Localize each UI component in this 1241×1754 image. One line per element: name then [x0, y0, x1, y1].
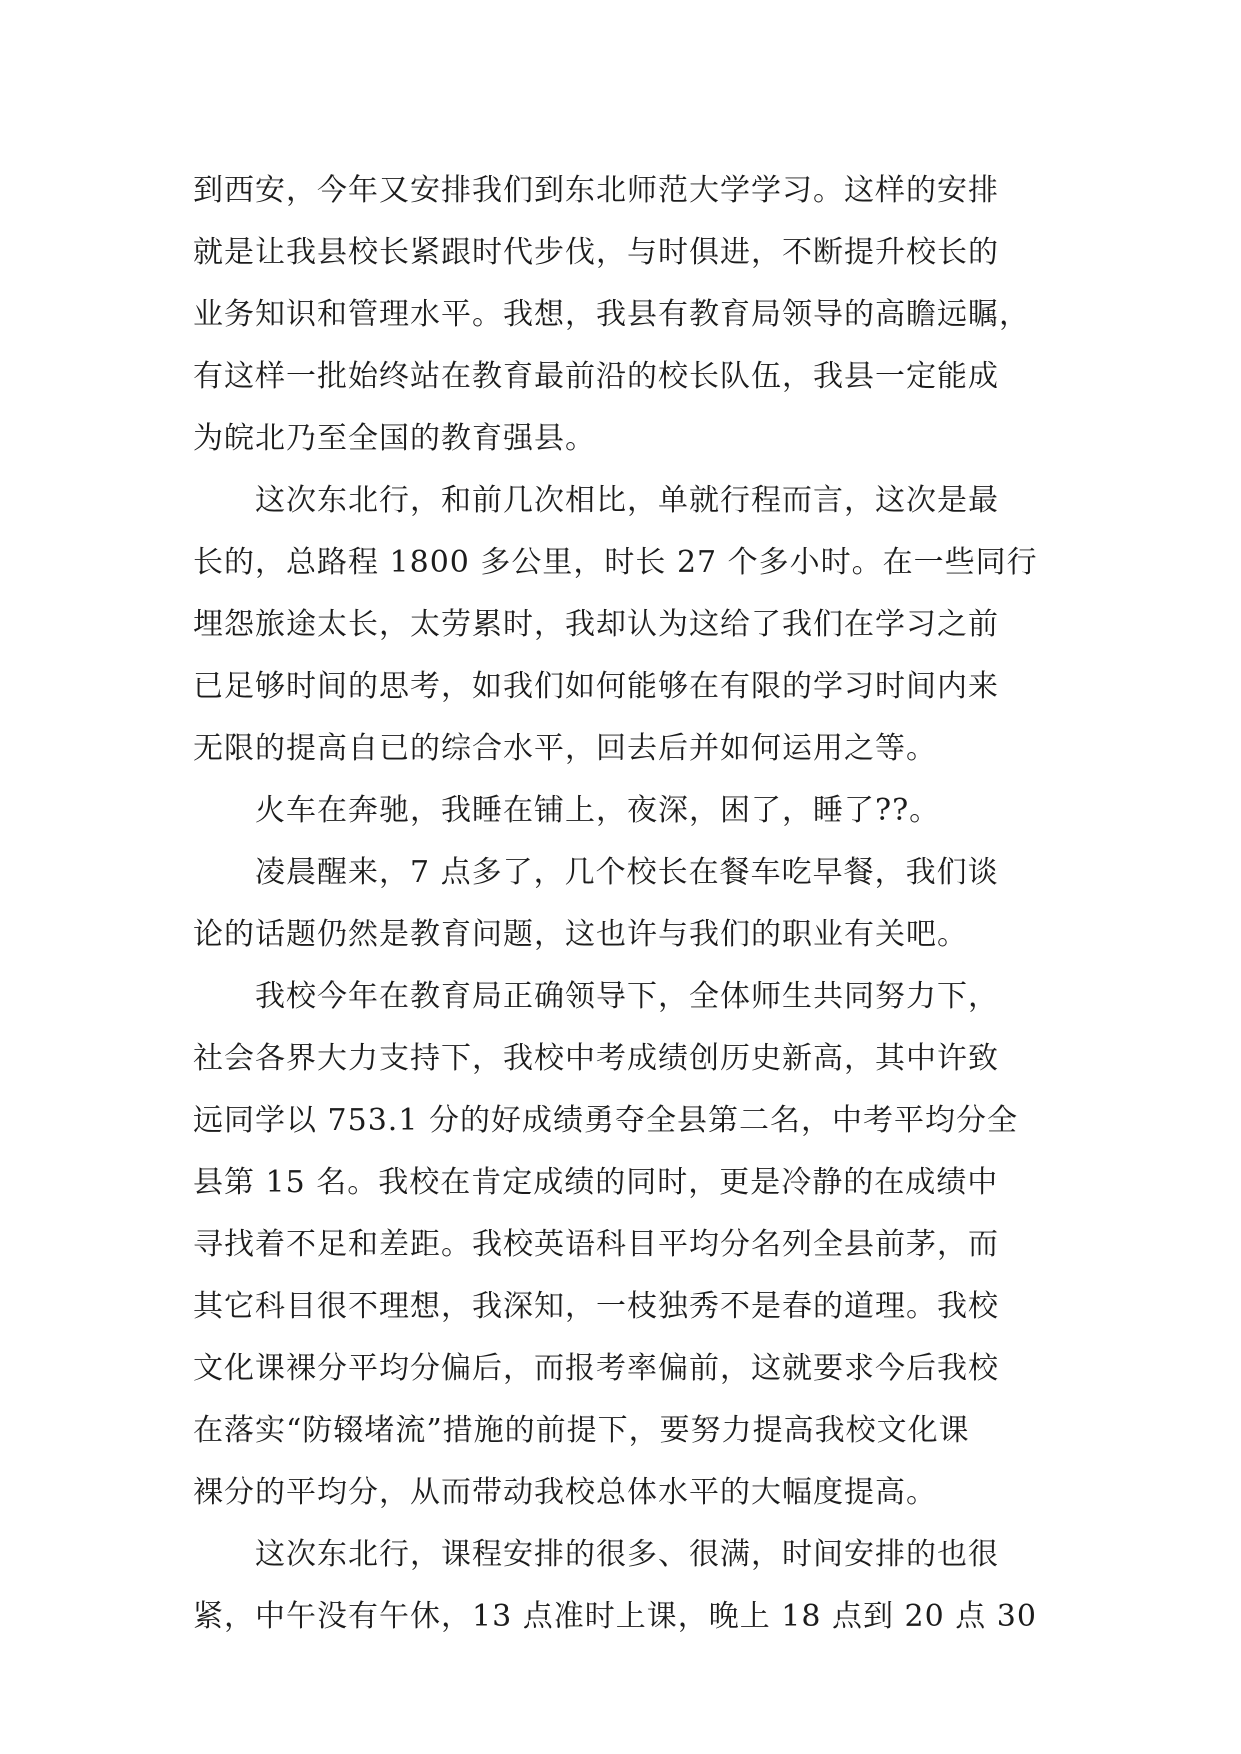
text-line: 凌晨醒来，7 点多了，几个校长在餐车吃早餐，我们谈 — [255, 855, 999, 890]
text-line: 县第 15 名。我校在肯定成绩的同时，更是冷静的在成绩中 — [193, 1165, 999, 1200]
text-line: 其它科目很不理想，我深知，一枝独秀不是春的道理。我校 — [193, 1289, 999, 1324]
text-line: 在落实“防辍堵流”措施的前提下，要努力提高我校文化课 — [193, 1413, 970, 1448]
text-line: 长的，总路程 1800 多公里，时长 27 个多小时。在一些同行 — [193, 545, 1038, 580]
text-line: 远同学以 753.1 分的好成绩勇夺全县第二名，中考平均分全 — [193, 1103, 1018, 1138]
paragraph-2 — [193, 470, 1053, 780]
paragraph-5 — [193, 966, 1053, 1524]
text-line: 业务知识和管理水平。我想，我县有教育局领导的高瞻远瞩， — [193, 297, 1030, 332]
text-line: 有这样一批始终站在教育最前沿的校长队伍，我县一定能成 — [193, 359, 999, 394]
text-line: 论的话题仍然是教育问题，这也许与我们的职业有关吧。 — [193, 917, 968, 952]
text-line: 到西安，今年又安排我们到东北师范大学学习。这样的安排 — [193, 173, 999, 208]
text-line: 社会各界大力支持下，我校中考成绩创历史新高，其中许致 — [193, 1041, 999, 1076]
text-line: 就是让我县校长紧跟时代步伐，与时俱进，不断提升校长的 — [193, 235, 999, 270]
text-line: 埋怨旅途太长，太劳累时，我却认为这给了我们在学习之前 — [193, 607, 999, 642]
paragraph-1 — [193, 160, 1053, 470]
text-line: 这次东北行，和前几次相比，单就行程而言，这次是最 — [255, 483, 999, 518]
text-line: 文化课裸分平均分偏后，而报考率偏前，这就要求今后我校 — [193, 1351, 999, 1386]
paragraph-3 — [193, 780, 1053, 842]
text-line: 已足够时间的思考，如我们如何能够在有限的学习时间内来 — [193, 669, 999, 704]
document-page — [193, 160, 1053, 1648]
text-line: 我校今年在教育局正确领导下，全体师生共同努力下， — [255, 979, 999, 1014]
text-line: 寻找着不足和差距。我校英语科目平均分名列全县前茅，而 — [193, 1227, 999, 1262]
paragraph-4 — [193, 842, 1053, 966]
text-line: 裸分的平均分，从而带动我校总体水平的大幅度提高。 — [193, 1475, 937, 1510]
text-line: 火车在奔驰，我睡在铺上，夜深，困了，睡了??。 — [255, 793, 941, 828]
text-line: 无限的提高自已的综合水平，回去后并如何运用之等。 — [193, 731, 937, 766]
text-line: 这次东北行，课程安排的很多、很满，时间安排的也很 — [255, 1537, 999, 1572]
text-line: 为皖北乃至全国的教育强县。 — [193, 421, 596, 456]
paragraph-6 — [193, 1524, 1053, 1648]
text-line: 紧，中午没有午休，13 点准时上课，晚上 18 点到 20 点 30 — [193, 1599, 1037, 1634]
